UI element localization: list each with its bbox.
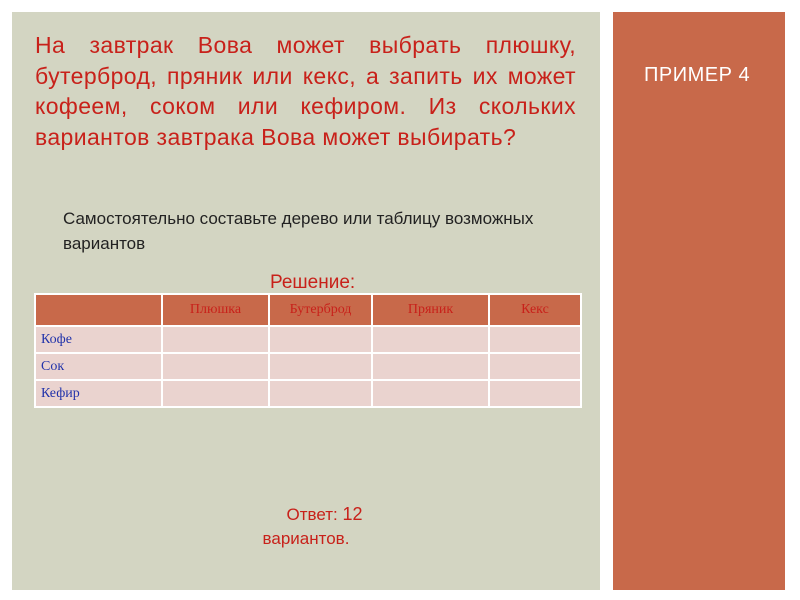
- answer-suffix: вариантов.: [262, 529, 350, 548]
- table-row: [35, 353, 581, 380]
- row-label-cell: Кефир: [35, 380, 162, 407]
- answer-prefix: Ответ:: [286, 505, 338, 524]
- options-table: [34, 293, 582, 408]
- answer-text: [12, 502, 600, 551]
- row-label-cell: Сок: [35, 353, 162, 380]
- header-cell: Бутерброд: [269, 294, 372, 326]
- answer-number: 12: [342, 504, 363, 524]
- table-cell: [372, 353, 489, 380]
- table-cell: [269, 353, 372, 380]
- instruction-text: Самостоятельно составьте дерево или таблицу возможных вариантов: [63, 209, 534, 253]
- row-label-cell: Кофе: [35, 326, 162, 353]
- sidebar-panel: [613, 12, 785, 590]
- table-cell: [372, 326, 489, 353]
- table-cell: [269, 326, 372, 353]
- table-cell: [372, 380, 489, 407]
- table-row: [35, 380, 581, 407]
- slide-content: [12, 12, 600, 590]
- table-cell: [162, 326, 269, 353]
- table-cell: [269, 380, 372, 407]
- example-title: ПРИМЕР 4: [644, 64, 751, 86]
- header-cell-corner: [35, 294, 162, 326]
- table-cell: [162, 380, 269, 407]
- solution-label: Решение:: [270, 272, 356, 293]
- table-header-row: [35, 294, 581, 326]
- table-cell: [489, 353, 581, 380]
- table-cell: [162, 353, 269, 380]
- header-cell: Кекс: [489, 294, 581, 326]
- table-cell: [489, 380, 581, 407]
- table-row: [35, 326, 581, 353]
- table-cell: [489, 326, 581, 353]
- header-cell: Плюшка: [162, 294, 269, 326]
- header-cell: Пряник: [372, 294, 489, 326]
- problem-text: На завтрак Вова может выбрать плюшку, бутерброд, пряник или кекс, а запить их может кофеем, соком или кефиром. Из скольких вариантов завтрака Вова может выбирать?: [35, 32, 576, 150]
